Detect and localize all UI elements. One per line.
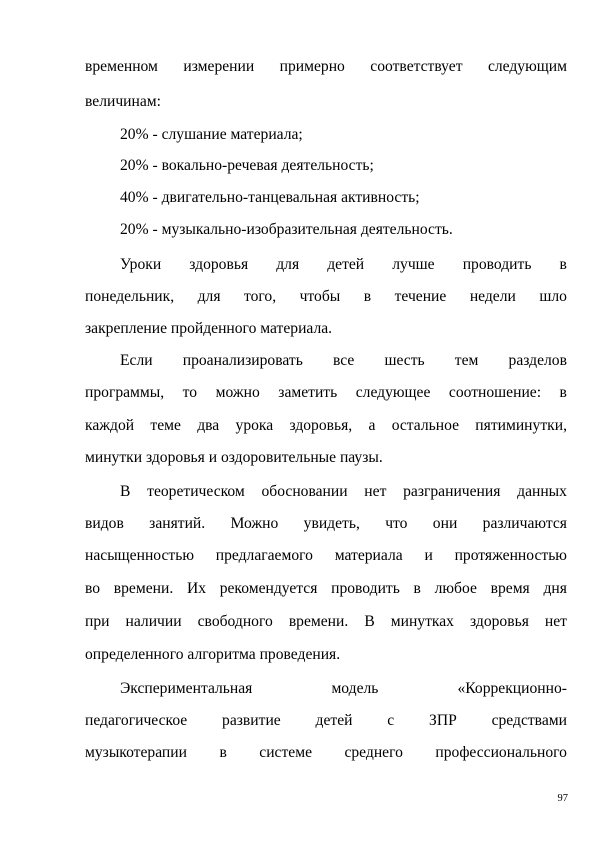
paragraph-4-line-4: во времени. Их рекомендуется проводить в любое время дня xyxy=(85,580,567,597)
list-item-4: 20% - музыкально-изобразительная деятельность. xyxy=(120,221,453,238)
paragraph-5-line-1: Экспериментальная модель «Коррекционно- xyxy=(120,680,567,697)
paragraph-3-line-2: программы, то можно заметить следующее соотношение: в xyxy=(85,384,567,401)
paragraph-3-line-1: Если проанализировать все шесть тем разделов xyxy=(120,352,567,369)
paragraph-2-line-1: Уроки здоровья для детей лучше проводить в xyxy=(120,256,567,273)
paragraph-4-line-1: В теоретическом обосновании нет разграничения данных xyxy=(120,483,567,500)
paragraph-2-line-2: понедельник, для того, чтобы в течение недели шло xyxy=(85,288,567,305)
paragraph-4-line-6: определенного алгоритма проведения. xyxy=(85,646,341,663)
text-line-1: временном измерении примерно соответствует следующим xyxy=(85,58,567,75)
list-item-2: 20% - вокально-речевая деятельность; xyxy=(120,157,374,174)
paragraph-3-line-3: каждой теме два урока здоровья, а остальное пятиминутки, xyxy=(85,417,567,434)
paragraph-4-line-3: насыщенностью предлагаемого материала и протяженностью xyxy=(85,547,567,564)
paragraph-3-line-4: минутки здоровья и оздоровительные паузы. xyxy=(85,449,383,466)
list-item-3: 40% - двигательно-танцевальная активность; xyxy=(120,189,420,206)
paragraph-2-line-3: закрепление пройденного материала. xyxy=(85,320,333,337)
paragraph-5-line-2: педагогическое развитие детей с ЗПР средствами xyxy=(85,712,567,729)
page-number: 97 xyxy=(557,793,568,804)
paragraph-4-line-5: при наличии свободного времени. В минутках здоровья нет xyxy=(85,613,567,630)
text-line-2: величинам: xyxy=(85,93,161,110)
paragraph-5-line-3: музыкотерапии в системе среднего профессионального xyxy=(85,744,567,761)
paragraph-4-line-2: видов занятий. Можно увидеть, что они различаются xyxy=(85,515,567,532)
list-item-1: 20% - слушание материала; xyxy=(120,126,303,143)
